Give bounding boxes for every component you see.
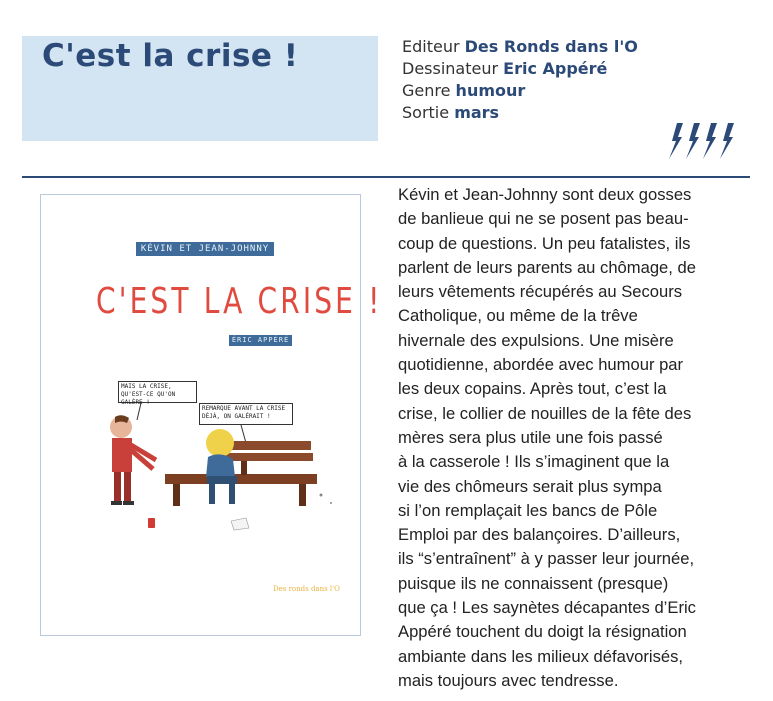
text-line: quotidienne, abordée avec humour par bbox=[398, 355, 684, 375]
meta-genre bbox=[402, 80, 638, 102]
meta-label: Sortie bbox=[402, 103, 450, 122]
text-line: à la casserole ! Ils s’imaginent que la bbox=[398, 452, 670, 472]
text-line: que ça ! Les saynètes décapantes d’Eric bbox=[398, 598, 696, 618]
title-box bbox=[22, 36, 378, 141]
text-line: les deux copains. Après tout, c’est la bbox=[398, 379, 667, 399]
text-line: de banlieue qui ne se posent pas beau- bbox=[398, 209, 689, 229]
text-line: mères sera plus utile une fois passé bbox=[398, 427, 663, 447]
meta-editeur bbox=[402, 36, 638, 58]
text-line: Appéré touchent du doigt la résignation bbox=[398, 622, 687, 642]
text-line: hivernale des expulsions. Une misère bbox=[398, 330, 674, 350]
speech-bubble: REMARQUE AVANT LA CRISE DÉJÀ, ON GALÉRAIT ! bbox=[199, 403, 293, 425]
meta-value: Des Ronds dans l'O bbox=[464, 37, 638, 56]
text-line: mais toujours avec tendresse. bbox=[398, 670, 619, 690]
text-line: Kévin et Jean-Johnny sont deux gosses bbox=[398, 185, 692, 204]
text-line: parlent de leurs parents au chômage, de bbox=[398, 257, 696, 277]
text-line: crise, le collier de nouilles de la fête des bbox=[398, 403, 692, 423]
meta-value: Eric Appéré bbox=[503, 59, 608, 78]
cover-series: KÉVIN ET JEAN-JOHNNY bbox=[136, 242, 274, 256]
seated-character bbox=[206, 429, 237, 504]
text-line: leurs vêtements récupérés au Secours bbox=[398, 282, 683, 302]
standing-character bbox=[110, 415, 156, 505]
speech-bubble: MAIS LA CRISE, QU'EST-CE QU'ON GALÈRE ! bbox=[118, 381, 197, 403]
text-line: ambiante dans les milieux défavorisés, bbox=[398, 646, 684, 666]
paper bbox=[231, 518, 249, 530]
cover-publisher: Des ronds dans l'O bbox=[273, 585, 340, 593]
text-line: Catholique, ou même de la trêve bbox=[398, 306, 638, 326]
meta-value: mars bbox=[454, 103, 500, 122]
can bbox=[148, 518, 155, 528]
meta-label: Editeur bbox=[402, 37, 460, 56]
meta-dessinateur bbox=[402, 58, 638, 80]
page-title: C'est la crise ! bbox=[42, 38, 299, 74]
review-text bbox=[398, 183, 754, 693]
cover-title: C'EST LA CRISE ! bbox=[96, 281, 383, 322]
meta-label: Dessinateur bbox=[402, 59, 499, 78]
lightning-bolt-icon bbox=[686, 123, 700, 159]
meta-sortie bbox=[402, 102, 638, 124]
text-line: ils “s’entraînent” à y passer leur journée, bbox=[398, 549, 695, 569]
text-line: puisque ils ne connaissent (presque) bbox=[398, 573, 669, 593]
bench bbox=[165, 441, 317, 506]
lightning-bolt-icon bbox=[720, 123, 734, 159]
cover-author: ÉRIC APPÉRÉ bbox=[229, 335, 292, 346]
meta-value: humour bbox=[455, 81, 526, 100]
meta-label: Genre bbox=[402, 81, 451, 100]
text-line: vie des chômeurs serait plus sympa bbox=[398, 476, 662, 496]
rating bbox=[667, 121, 737, 161]
text-line: coup de questions. Un peu fatalistes, ils bbox=[398, 233, 691, 253]
text-line: Emploi par des balançoires. D’ailleurs, bbox=[398, 525, 681, 545]
book-cover bbox=[40, 194, 383, 636]
lightning-bolt-icon bbox=[669, 123, 683, 159]
divider bbox=[22, 176, 750, 178]
lightning-bolt-icon bbox=[703, 123, 717, 159]
text-line: si l’on remplaçait les bancs de Pôle bbox=[398, 500, 658, 520]
book-meta bbox=[402, 36, 638, 124]
